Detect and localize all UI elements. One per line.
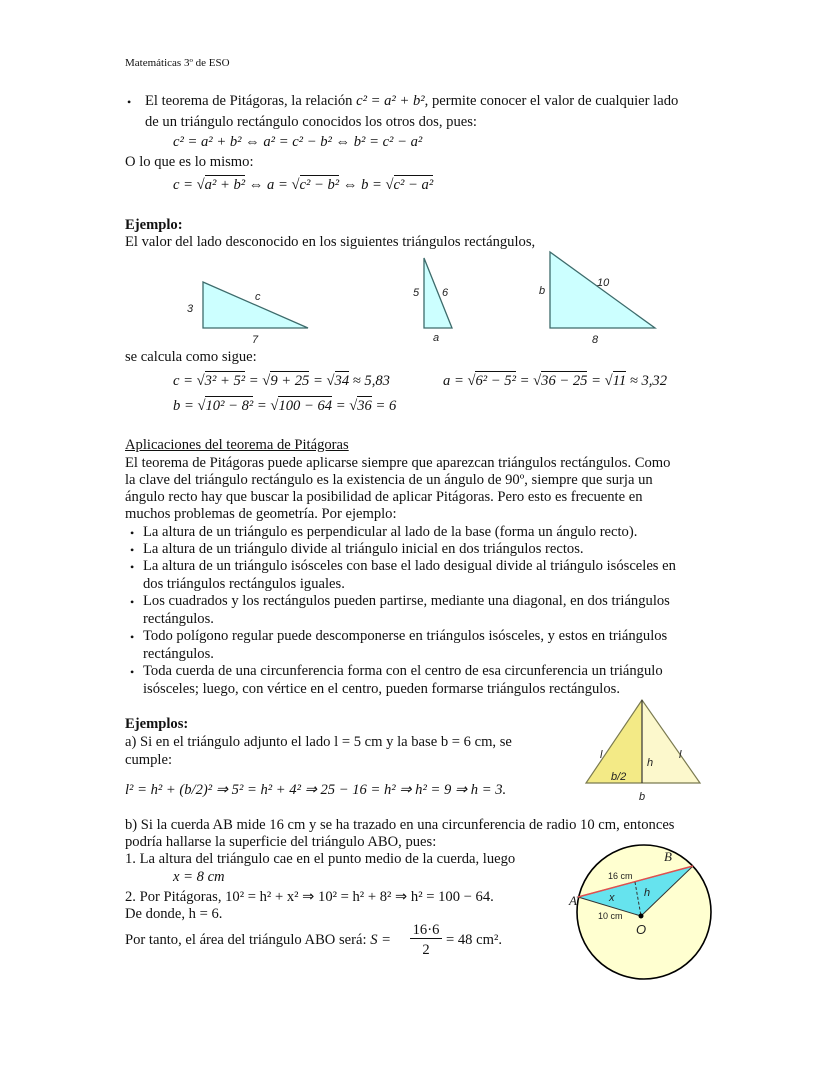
list-item: Los cuadrados y los rectángulos pueden partirse, mediante una diagonal, en dos triángulos (143, 593, 670, 609)
triangle-3 (550, 252, 655, 328)
text: El teorema de Pitágoras, la relación (145, 93, 353, 109)
bullet: • (130, 595, 135, 609)
sqrt-icon: √ (197, 398, 206, 414)
half-base: b/2 (611, 771, 627, 783)
tri3-base-label: 8 (592, 334, 599, 346)
radicand: 34 (334, 373, 350, 389)
formula-rhs: = 48 cm². (446, 932, 502, 948)
step-1-formula: x = 8 cm (173, 869, 225, 885)
label-B: B (664, 849, 672, 864)
bullet: • (127, 95, 132, 109)
list-item: isósceles; luego, con vértice en el centro, pueden formarse triángulos rectángulos. (143, 680, 620, 697)
tri3-hyp-label: 10 (597, 277, 610, 289)
example-a-line2: cumple: (125, 752, 173, 768)
list-item: Todo polígono regular puede descomponerse en triángulos isósceles, y estos en triángulos (143, 628, 668, 644)
list-item: La altura de un triángulo isósceles con base el lado desigual divide al triángulo isósceles en (143, 558, 676, 574)
formula-text: ≈ 3,32 (626, 373, 668, 389)
paragraph-line: la clave del triángulo rectángulo es la existencia de un ángulo de 90º, siempre que surja un (125, 472, 653, 488)
sqrt-icon: √ (326, 373, 335, 389)
formula-text: ⇔ b = (339, 177, 386, 193)
formula-text: = (587, 373, 605, 389)
formula-text: = (515, 373, 534, 389)
height-h: h (647, 757, 654, 769)
radicand: 36 (357, 398, 372, 414)
calc-text: se calcula como sigue: (125, 349, 257, 365)
formula-a (443, 373, 667, 390)
ejemplo-title: Ejemplo: (125, 217, 183, 233)
radicand: 6² − 5² (475, 373, 516, 389)
label-h: h (644, 887, 651, 899)
formula-text: b = (173, 398, 198, 414)
sqrt-icon: √ (533, 373, 542, 389)
tri1-leg-label: 3 (187, 303, 194, 315)
radicand: 9 + 25 (270, 373, 310, 389)
list-item: La altura de un triángulo es perpendicular al lado de la base (forma un ángulo recto). (143, 524, 638, 540)
fraction-numerator: 16·6 (410, 922, 442, 939)
formula-text: c² = a² + b² ⇔ a² = c² − b² ⇔ b² = c² − a² (173, 134, 423, 150)
example-b-line2: podría hallarse la superficie del triángulo ABO, pues: (125, 834, 437, 850)
formula-b (173, 398, 396, 415)
label-x: x (609, 892, 615, 904)
label-O: O (636, 922, 647, 937)
sqrt-icon: √ (604, 373, 613, 389)
example-a-formula: l² = h² + (b/2)² ⇒ 5² = h² + 4² ⇒ 25 − 16 = h² ⇒ h² = 9 ⇒ h = 3. (125, 782, 507, 798)
tri3-leg-label: b (539, 285, 546, 297)
intro-line-2: de un triángulo rectángulo conocidos los otros dos, pues: (145, 114, 477, 130)
radicand: 10² − 8² (205, 398, 254, 414)
side-l-left: l (600, 749, 603, 761)
paragraph-line: muchos problemas de geometría. Por ejemplo: (125, 506, 397, 522)
triangle-1 (203, 282, 308, 328)
sqrt-icon: √ (270, 398, 279, 414)
bullet: • (130, 526, 135, 540)
radicand: 11 (612, 373, 627, 389)
list-item: rectángulos. (143, 645, 214, 662)
label-chord: 16 cm (608, 871, 633, 881)
list-item: rectángulos. (143, 610, 214, 627)
base-b: b (639, 791, 646, 803)
aplicaciones-title: Aplicaciones del teorema de Pitágoras (125, 437, 349, 453)
radicand: c² − b² (299, 177, 340, 193)
tri2-leg-label: 5 (413, 287, 420, 299)
text: Por tanto, el área del triángulo ABO será: (125, 932, 367, 948)
formula-lhs: S = (370, 932, 391, 948)
formula-text: = (309, 373, 327, 389)
label-radius: 10 cm (598, 911, 623, 921)
ejemplos-title: Ejemplos: (125, 716, 189, 732)
fraction-denominator: 2 (422, 942, 430, 958)
bullet: • (130, 560, 135, 574)
same-text: O lo que es lo mismo: (125, 154, 254, 170)
paragraph-line: ángulo recto hay que buscar la posibilidad de aplicar Pitágoras. Pero esto es frecuente en (125, 489, 643, 505)
formula-text: c = (173, 373, 197, 389)
ejemplo-text: El valor del lado desconocido en los siguientes triángulos rectángulos, (125, 234, 536, 250)
formula-text: a = (443, 373, 468, 389)
step-4 (125, 932, 391, 949)
tri2-hyp-label: 6 (442, 287, 449, 299)
formula: c² = a² + b² (356, 93, 425, 109)
formula-text: = (332, 398, 350, 414)
sqrt-icon: √ (262, 373, 271, 389)
formula-text: = (253, 398, 271, 414)
bullet: • (130, 630, 135, 644)
tri2-base-label: a (433, 332, 440, 344)
formula-text: ⇔ a = (245, 177, 292, 193)
sqrt-icon: √ (349, 398, 358, 414)
radicand: 100 − 64 (278, 398, 333, 414)
formula-text: = (245, 373, 263, 389)
tri1-hyp-label: c (255, 291, 261, 303)
paragraph-line: El teorema de Pitágoras puede aplicarse siempre que aparezcan triángulos rectángulos. Como (125, 455, 671, 471)
formula-text: ≈ 5,83 (349, 373, 390, 389)
radicand: 3² + 5² (204, 373, 246, 389)
sqrt-icon: √ (291, 177, 300, 193)
step-3: De donde, h = 6. (125, 906, 223, 922)
list-item: dos triángulos rectángulos iguales. (143, 575, 345, 592)
text: , permite conocer el valor de cualquier lado (424, 93, 679, 109)
label-A: A (569, 893, 577, 908)
example-b-line1: b) Si la cuerda AB mide 16 cm y se ha trazado en una circunferencia de radio 10 cm, entonces (125, 817, 675, 833)
list-item: Toda cuerda de una circunferencia forma con el centro de esa circunferencia un triángulo (143, 663, 663, 679)
radicand: c² − a² (393, 177, 434, 193)
bullet: • (130, 543, 135, 557)
sqrt-icon: √ (196, 177, 205, 193)
formula-c (173, 373, 390, 390)
bullet: • (130, 665, 135, 679)
example-a-line1: a) Si en el triángulo adjunto el lado l = 5 cm y la base b = 6 cm, se (125, 734, 512, 750)
sqrt-icon: √ (385, 177, 394, 193)
side-l-right: l (679, 749, 682, 761)
radicand: 36 − 25 (541, 373, 588, 389)
page-header: Matemáticas 3º de ESO (125, 57, 230, 69)
sqrt-icon: √ (467, 373, 476, 389)
formula-text: c = (173, 177, 197, 193)
list-item: La altura de un triángulo divide al triángulo inicial en dos triángulos rectos. (143, 541, 584, 557)
center-point (639, 914, 644, 919)
tri1-base-label: 7 (252, 334, 259, 346)
step-2: 2. Por Pitágoras, 10² = h² + x² ⇒ 10² = h² + 8² ⇒ h² = 100 − 64. (125, 889, 494, 905)
step-1: 1. La altura del triángulo cae en el punto medio de la cuerda, luego (125, 851, 516, 867)
radicand: a² + b² (204, 177, 246, 193)
sqrt-icon: √ (196, 373, 205, 389)
formula-text: = 6 (371, 398, 397, 414)
